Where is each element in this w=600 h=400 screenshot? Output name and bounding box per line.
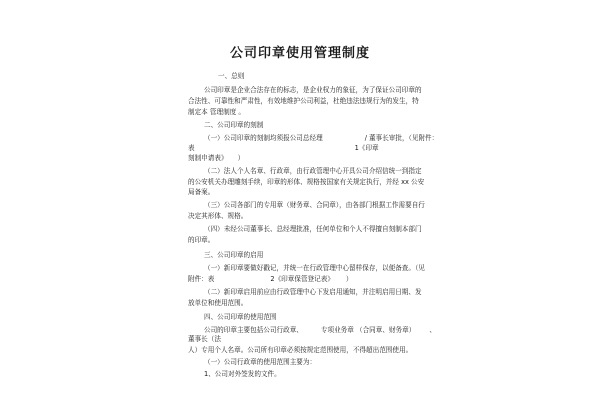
paragraph-line <box>188 144 379 153</box>
paragraph-line: 的印章。 <box>188 236 215 244</box>
paragraph-line: （一）新印章要做好戳记，并统一在行政管理中心留样保存，以便备查。（见 <box>204 264 425 272</box>
paragraph-line <box>188 275 353 284</box>
paragraph-line: 1、公司对外签发的文件。 <box>204 370 281 378</box>
paragraph-line: （一）公司行政章的使用范围主要为： <box>204 358 317 366</box>
text-span: 1《印章 <box>354 144 379 152</box>
paragraph-line <box>188 154 244 163</box>
section-4-heading: 四、公司印章的使用范围 <box>204 313 277 321</box>
paragraph-line: 人）专用个人名章。公司所有印章必须按规定范围使用，不得超出范围使用。 <box>188 346 413 354</box>
paragraph-line: （二）新印章启用前应由行政管理中心下发启用通知，并注明启用日期、发 <box>204 288 422 296</box>
text-span: ） <box>345 275 353 283</box>
text-span: 刻制申请表》 <box>188 154 228 162</box>
section-3-heading: 三、公司印章的启用 <box>204 251 264 259</box>
text-span: 附件：表 <box>188 275 215 283</box>
text-span: / 董事长审批，（见附件： <box>364 134 439 142</box>
paragraph-line: 董事长（法 <box>188 335 221 343</box>
paragraph-line: 的公安机关办理雕刻手续，印章的形体、规格按国家有关规定执行，并经 xx 公安 <box>188 178 425 186</box>
paragraph-line <box>204 134 438 143</box>
paragraph-line: 公司印章是企业合法存在的标志，是企业权力的象征，为了保证公司印章的 <box>204 86 422 94</box>
text-span: 、 <box>429 326 436 334</box>
paragraph-line: 制定本 管理制度 。 <box>188 108 245 116</box>
paragraph-line: 放单位和使用范围。 <box>188 299 248 307</box>
paragraph-line <box>204 326 436 335</box>
text-span: （一）公司印章的刻制均须报公司总经理 <box>204 134 323 142</box>
document-title: 公司印章使用管理制度 <box>229 46 370 61</box>
paragraph-line: 决定其形体、规格。 <box>188 212 248 220</box>
section-2-heading: 二、公司印章的刻制 <box>204 121 264 129</box>
paragraph-line: 局备案。 <box>188 188 215 196</box>
paragraph-line: （二）法人个人名章、行政章，由行政管理中心开具公司介绍信统一到指定 <box>204 167 422 175</box>
paragraph-line: （三）公司各部门的专用章（财务章、合同章），由各部门根据工作需要自行 <box>204 201 425 209</box>
text-span: 专项业务章 （合同章、财务章） <box>320 326 416 334</box>
text-span: 公司的印章主要包括公司行政章、 <box>204 326 303 334</box>
text-span: ） <box>237 154 245 162</box>
paragraph-line: 合法性、可靠性和严肃性，有效地维护公司利益，杜绝违法违规行为的发生，特 <box>188 97 419 105</box>
text-span: 表 <box>188 144 195 152</box>
paragraph-line: （四）未经公司董事长、总经理批准，任何单位和个人不得擅自刻制本部门 <box>204 225 422 233</box>
text-span: 2《印章保管登记表》 <box>270 275 334 283</box>
section-1-heading: 一、总则 <box>218 72 245 80</box>
